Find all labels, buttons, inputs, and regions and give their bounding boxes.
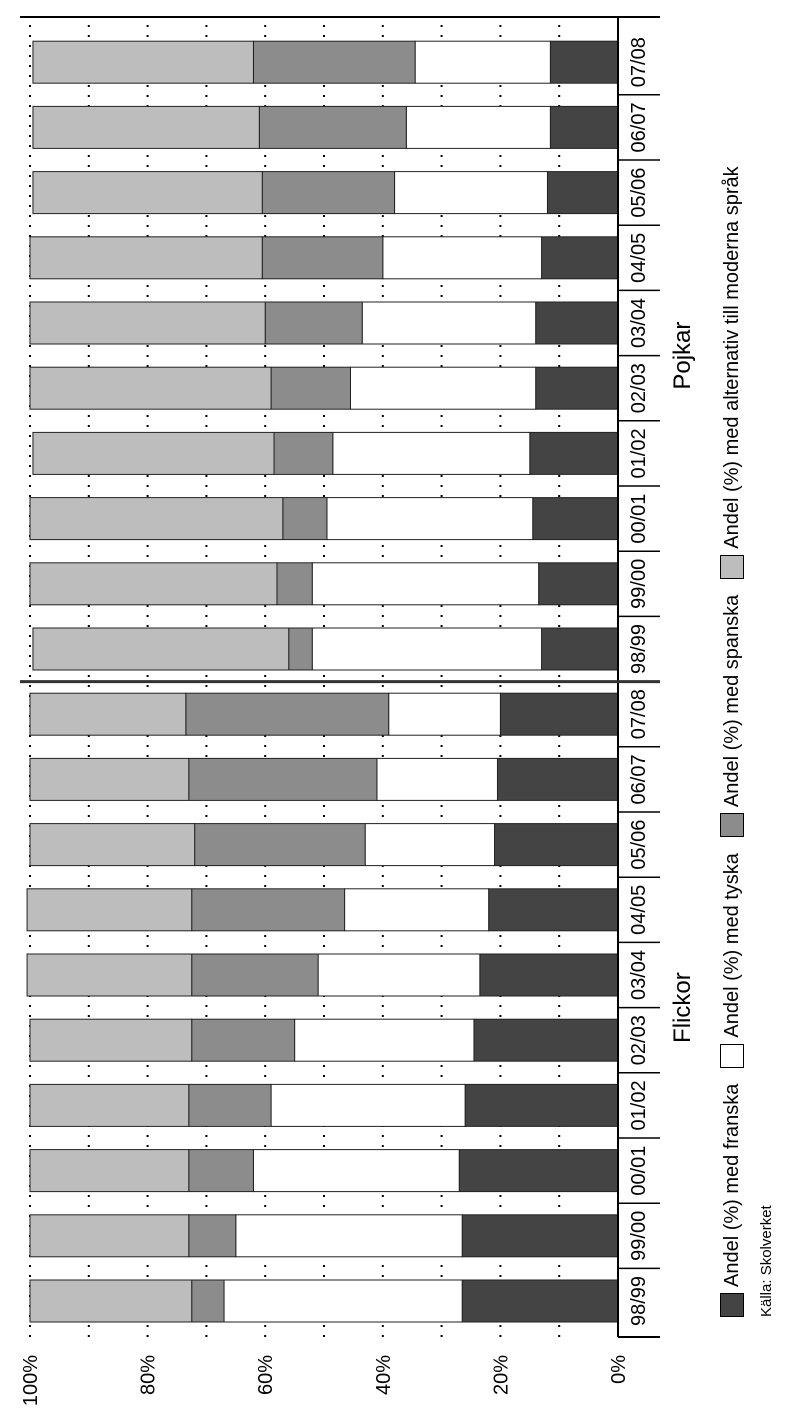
legend-swatch [720, 813, 744, 837]
group-label: Pojkar [669, 321, 696, 390]
y-tick-label: 60% [255, 1355, 278, 1396]
legend-label: Andel (%) med tyska [720, 853, 743, 1038]
legend-item [720, 595, 744, 837]
group-label: Flickor [669, 972, 696, 1043]
legend-label: Andel (%) med spanska [720, 594, 743, 808]
source-note: Källa: Skolverket [758, 1205, 775, 1317]
category-label: 07/08 [628, 37, 650, 88]
category-label: 04/05 [628, 232, 650, 283]
category-label: 05/06 [628, 819, 650, 870]
category-label: 03/04 [628, 949, 650, 1001]
y-tick-label: 80% [137, 1355, 160, 1396]
legend-swatch [720, 1293, 744, 1317]
category-label: 06/07 [628, 102, 650, 153]
legend [712, 150, 752, 1317]
category-label: 98/99 [628, 1275, 650, 1327]
category-label: 06/07 [628, 754, 650, 805]
legend-swatch [720, 1044, 744, 1068]
category-label: 03/04 [628, 297, 650, 349]
legend-swatch [720, 555, 744, 579]
category-label: 02/03 [628, 1015, 650, 1066]
legend-label: Andel (%) med alternativ till moderna språk [720, 166, 743, 549]
category-label: 00/01 [628, 493, 650, 544]
category-label: 04/05 [628, 884, 650, 935]
y-tick-label: 100% [20, 1355, 42, 1407]
category-label: 00/01 [628, 1145, 650, 1196]
y-tick-label: 20% [490, 1355, 513, 1396]
legend-item [720, 166, 744, 578]
y-tick-label: 40% [372, 1355, 395, 1396]
legend-item [720, 853, 744, 1068]
legend-item [720, 1084, 744, 1317]
category-label: 98/99 [628, 623, 650, 675]
category-label: 07/08 [628, 689, 650, 740]
category-label: 99/00 [628, 1210, 650, 1261]
category-label: 99/00 [628, 558, 650, 609]
category-label: 01/02 [628, 428, 650, 479]
legend-label: Andel (%) med franska [720, 1083, 743, 1287]
category-label: 01/02 [628, 1080, 650, 1131]
y-tick-label: 0% [608, 1355, 630, 1384]
category-label: 02/03 [628, 363, 650, 414]
category-label: 05/06 [628, 167, 650, 218]
